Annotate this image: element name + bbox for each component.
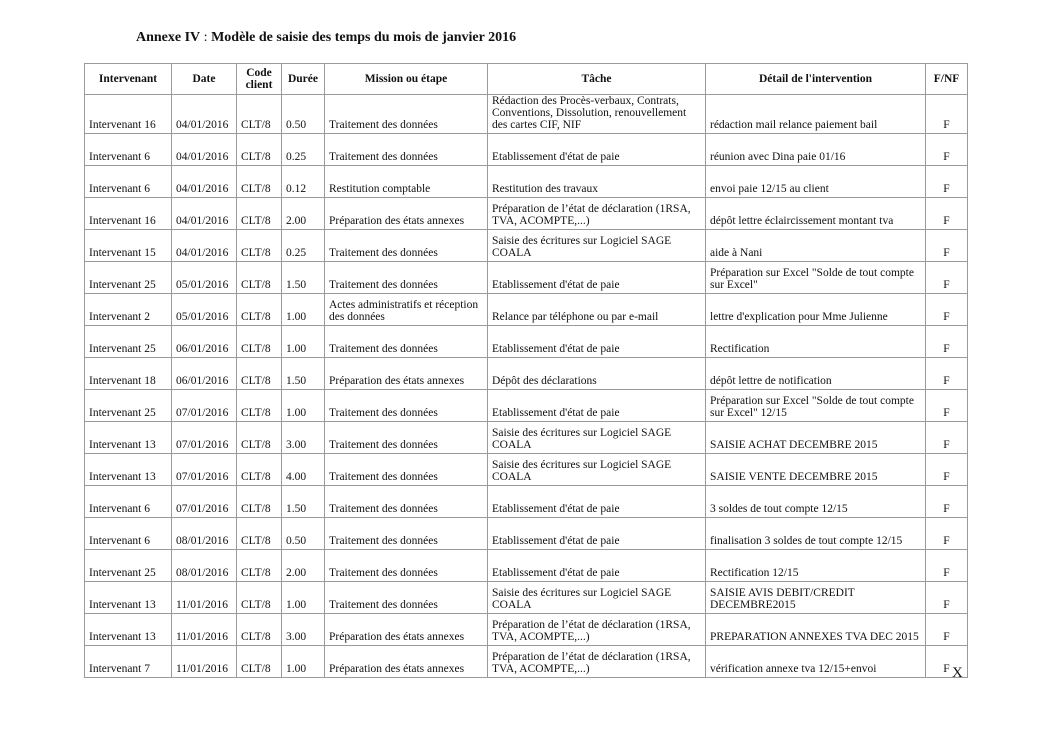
cell-fnf: F [926, 646, 968, 678]
cell-code-client: CLT/8 [237, 166, 282, 198]
table-row [85, 262, 968, 294]
cell-duree: 3.00 [282, 422, 325, 454]
cell-mission: Préparation des états annexes [325, 646, 488, 678]
cell-detail: rédaction mail relance paiement bail [706, 95, 926, 134]
cell-tache: Etablissement d'état de paie [488, 326, 706, 358]
header-intervenant: Intervenant [85, 64, 172, 95]
cell-code-client: CLT/8 [237, 294, 282, 326]
cell-tache: Saisie des écritures sur Logiciel SAGE COALA [488, 454, 706, 486]
cell-duree: 1.00 [282, 646, 325, 678]
cell-date: 11/01/2016 [172, 582, 237, 614]
cell-detail: 3 soldes de tout compte 12/15 [706, 486, 926, 518]
cell-intervenant: Intervenant 16 [85, 95, 172, 134]
cell-mission: Restitution comptable [325, 166, 488, 198]
cell-code-client: CLT/8 [237, 198, 282, 230]
cell-intervenant: Intervenant 25 [85, 550, 172, 582]
cell-duree: 1.50 [282, 486, 325, 518]
header-code-client: Code client [237, 64, 282, 95]
cell-tache: Saisie des écritures sur Logiciel SAGE COALA [488, 582, 706, 614]
header-date: Date [172, 64, 237, 95]
cell-intervenant: Intervenant 7 [85, 646, 172, 678]
cell-duree: 2.00 [282, 550, 325, 582]
cell-duree: 0.50 [282, 95, 325, 134]
cell-duree: 1.00 [282, 326, 325, 358]
header-fnf: F/NF [926, 64, 968, 95]
cell-duree: 0.50 [282, 518, 325, 550]
cell-detail: envoi paie 12/15 au client [706, 166, 926, 198]
cell-detail: Préparation sur Excel "Solde de tout compte sur Excel" 12/15 [706, 390, 926, 422]
cell-detail: SAISIE AVIS DEBIT/CREDIT DECEMBRE2015 [706, 582, 926, 614]
table-row [85, 166, 968, 198]
cell-detail: Rectification 12/15 [706, 550, 926, 582]
table-row [85, 134, 968, 166]
cell-date: 04/01/2016 [172, 134, 237, 166]
cell-date: 07/01/2016 [172, 422, 237, 454]
cell-duree: 1.00 [282, 390, 325, 422]
cell-fnf: F [926, 518, 968, 550]
table-row [85, 390, 968, 422]
cell-date: 04/01/2016 [172, 166, 237, 198]
cell-tache: Restitution des travaux [488, 166, 706, 198]
cell-duree: 4.00 [282, 454, 325, 486]
table-row [85, 582, 968, 614]
cell-detail: aide à Nani [706, 230, 926, 262]
cell-intervenant: Intervenant 16 [85, 198, 172, 230]
cell-date: 04/01/2016 [172, 198, 237, 230]
cell-date: 07/01/2016 [172, 390, 237, 422]
cell-tache: Etablissement d'état de paie [488, 486, 706, 518]
cell-detail: PREPARATION ANNEXES TVA DEC 2015 [706, 614, 926, 646]
cell-mission: Traitement des données [325, 230, 488, 262]
cell-tache: Etablissement d'état de paie [488, 550, 706, 582]
table-row [85, 422, 968, 454]
cell-intervenant: Intervenant 13 [85, 454, 172, 486]
cell-intervenant: Intervenant 25 [85, 262, 172, 294]
cell-mission: Traitement des données [325, 582, 488, 614]
cell-mission: Traitement des données [325, 518, 488, 550]
table-row [85, 518, 968, 550]
table-header-row [85, 64, 968, 95]
cell-mission: Traitement des données [325, 262, 488, 294]
cell-intervenant: Intervenant 15 [85, 230, 172, 262]
cell-mission: Traitement des données [325, 134, 488, 166]
cell-duree: 1.00 [282, 582, 325, 614]
cell-intervenant: Intervenant 6 [85, 518, 172, 550]
cell-code-client: CLT/8 [237, 230, 282, 262]
cell-intervenant: Intervenant 25 [85, 390, 172, 422]
cell-mission: Traitement des données [325, 95, 488, 134]
cell-detail: SAISIE ACHAT DECEMBRE 2015 [706, 422, 926, 454]
header-tache: Tâche [488, 64, 706, 95]
cell-mission: Traitement des données [325, 422, 488, 454]
cell-intervenant: Intervenant 25 [85, 326, 172, 358]
cell-detail: réunion avec Dina paie 01/16 [706, 134, 926, 166]
title-separator: : [200, 30, 212, 45]
cell-code-client: CLT/8 [237, 326, 282, 358]
cell-tache: Saisie des écritures sur Logiciel SAGE COALA [488, 230, 706, 262]
cell-tache: Dépôt des déclarations [488, 358, 706, 390]
cell-fnf: F [926, 294, 968, 326]
cell-duree: 2.00 [282, 198, 325, 230]
cell-fnf: F [926, 326, 968, 358]
cell-intervenant: Intervenant 6 [85, 134, 172, 166]
cell-code-client: CLT/8 [237, 95, 282, 134]
cell-intervenant: Intervenant 18 [85, 358, 172, 390]
cell-intervenant: Intervenant 13 [85, 614, 172, 646]
cell-mission: Traitement des données [325, 550, 488, 582]
cell-tache: Etablissement d'état de paie [488, 262, 706, 294]
cell-tache: Préparation de l’état de déclaration (1RSA, TVA, ACOMPTE,...) [488, 646, 706, 678]
cell-fnf: F [926, 422, 968, 454]
cell-date: 08/01/2016 [172, 518, 237, 550]
cell-date: 06/01/2016 [172, 358, 237, 390]
cell-fnf: F [926, 262, 968, 294]
cell-mission: Préparation des états annexes [325, 614, 488, 646]
table-row [85, 358, 968, 390]
cell-fnf: F [926, 95, 968, 134]
cell-detail: vérification annexe tva 12/15+envoi [706, 646, 926, 678]
cell-date: 08/01/2016 [172, 550, 237, 582]
cell-code-client: CLT/8 [237, 614, 282, 646]
timesheet-table [84, 63, 968, 678]
cell-code-client: CLT/8 [237, 358, 282, 390]
cell-duree: 1.50 [282, 358, 325, 390]
annex-title-text: Modèle de saisie des temps du mois de janvier 2016 [211, 30, 517, 45]
header-duree: Durée [282, 64, 325, 95]
cell-code-client: CLT/8 [237, 518, 282, 550]
cell-detail: dépôt lettre éclaircissement montant tva [706, 198, 926, 230]
table-body [85, 95, 968, 678]
table-row [85, 95, 968, 134]
cell-tache: Etablissement d'état de paie [488, 518, 706, 550]
cell-date: 11/01/2016 [172, 646, 237, 678]
page-mark: X [952, 665, 963, 681]
cell-detail: lettre d'explication pour Mme Julienne [706, 294, 926, 326]
cell-code-client: CLT/8 [237, 550, 282, 582]
cell-fnf: F [926, 166, 968, 198]
cell-intervenant: Intervenant 2 [85, 294, 172, 326]
cell-detail: Préparation sur Excel "Solde de tout compte sur Excel" [706, 262, 926, 294]
cell-fnf: F [926, 390, 968, 422]
cell-code-client: CLT/8 [237, 390, 282, 422]
cell-fnf: F [926, 454, 968, 486]
table-row [85, 326, 968, 358]
table-row [85, 294, 968, 326]
table-row [85, 646, 968, 678]
cell-date: 05/01/2016 [172, 294, 237, 326]
cell-tache: Relance par téléphone ou par e-mail [488, 294, 706, 326]
cell-code-client: CLT/8 [237, 582, 282, 614]
cell-date: 07/01/2016 [172, 486, 237, 518]
cell-detail: Rectification [706, 326, 926, 358]
cell-fnf: F [926, 134, 968, 166]
table-row [85, 230, 968, 262]
cell-date: 07/01/2016 [172, 454, 237, 486]
cell-duree: 0.25 [282, 134, 325, 166]
cell-date: 04/01/2016 [172, 95, 237, 134]
cell-fnf: F [926, 230, 968, 262]
cell-tache: Rédaction des Procès-verbaux, Contrats, Conventions, Dissolution, renouvellement des cartes CIF, NIF [488, 95, 706, 134]
cell-duree: 1.00 [282, 294, 325, 326]
table-row [85, 454, 968, 486]
cell-intervenant: Intervenant 13 [85, 582, 172, 614]
cell-code-client: CLT/8 [237, 486, 282, 518]
cell-fnf: F [926, 550, 968, 582]
cell-mission: Traitement des données [325, 454, 488, 486]
cell-code-client: CLT/8 [237, 134, 282, 166]
cell-code-client: CLT/8 [237, 422, 282, 454]
cell-duree: 0.12 [282, 166, 325, 198]
cell-duree: 0.25 [282, 230, 325, 262]
cell-tache: Préparation de l’état de déclaration (1RSA, TVA, ACOMPTE,...) [488, 198, 706, 230]
cell-tache: Etablissement d'état de paie [488, 390, 706, 422]
cell-mission: Préparation des états annexes [325, 358, 488, 390]
cell-detail: dépôt lettre de notification [706, 358, 926, 390]
cell-date: 11/01/2016 [172, 614, 237, 646]
table-row [85, 486, 968, 518]
cell-mission: Préparation des états annexes [325, 198, 488, 230]
cell-date: 06/01/2016 [172, 326, 237, 358]
cell-intervenant: Intervenant 6 [85, 486, 172, 518]
cell-detail: SAISIE VENTE DECEMBRE 2015 [706, 454, 926, 486]
cell-code-client: CLT/8 [237, 646, 282, 678]
table-row [85, 550, 968, 582]
cell-duree: 1.50 [282, 262, 325, 294]
cell-tache: Etablissement d'état de paie [488, 134, 706, 166]
cell-mission: Traitement des données [325, 326, 488, 358]
cell-tache: Saisie des écritures sur Logiciel SAGE COALA [488, 422, 706, 454]
cell-fnf: F [926, 614, 968, 646]
cell-detail: finalisation 3 soldes de tout compte 12/15 [706, 518, 926, 550]
page-title [136, 30, 516, 46]
cell-code-client: CLT/8 [237, 262, 282, 294]
cell-fnf: F [926, 198, 968, 230]
cell-duree: 3.00 [282, 614, 325, 646]
header-mission: Mission ou étape [325, 64, 488, 95]
cell-date: 04/01/2016 [172, 230, 237, 262]
cell-fnf: F [926, 486, 968, 518]
table-row [85, 614, 968, 646]
cell-mission: Traitement des données [325, 390, 488, 422]
cell-date: 05/01/2016 [172, 262, 237, 294]
annex-label: Annexe IV [136, 30, 201, 45]
cell-tache: Préparation de l’état de déclaration (1RSA, TVA, ACOMPTE,...) [488, 614, 706, 646]
cell-fnf: F [926, 358, 968, 390]
cell-mission: Actes administratifs et réception des données [325, 294, 488, 326]
cell-intervenant: Intervenant 6 [85, 166, 172, 198]
cell-mission: Traitement des données [325, 486, 488, 518]
cell-intervenant: Intervenant 13 [85, 422, 172, 454]
cell-fnf: F [926, 582, 968, 614]
header-detail: Détail de l'intervention [706, 64, 926, 95]
cell-code-client: CLT/8 [237, 454, 282, 486]
table-row [85, 198, 968, 230]
